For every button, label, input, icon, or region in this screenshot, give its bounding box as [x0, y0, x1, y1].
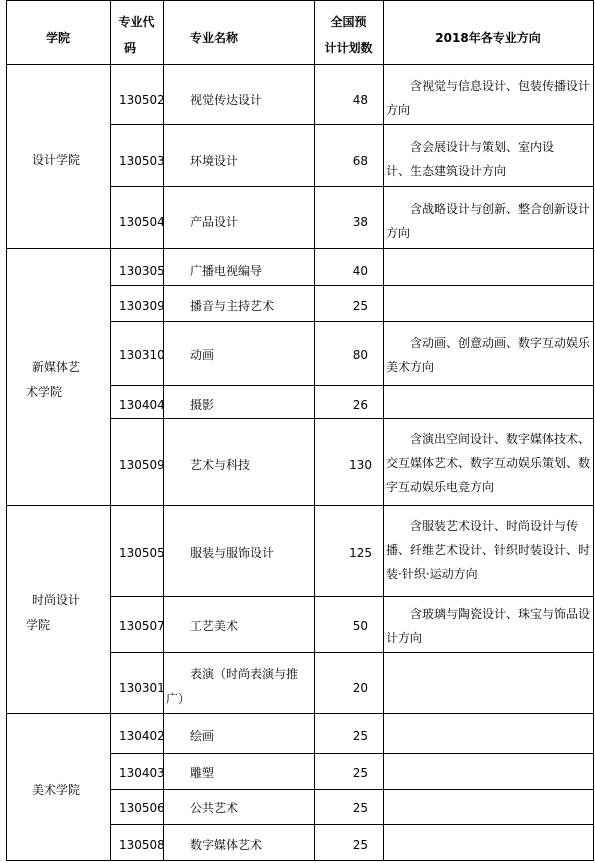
- major-code: 130305: [119, 264, 165, 278]
- header-plan-line2: 计计划数: [324, 41, 373, 55]
- major-plan: 130: [349, 458, 372, 472]
- border-header-bottom: [6, 64, 594, 65]
- major-plan: 48: [352, 93, 368, 107]
- major-plan: 125: [349, 546, 372, 560]
- major-name: 工艺美术: [190, 619, 239, 633]
- row-divider: [110, 385, 594, 386]
- major-code: 130301: [119, 681, 165, 695]
- row-divider: [110, 321, 594, 322]
- row-divider: [110, 186, 594, 187]
- row-divider: [110, 124, 594, 125]
- border-right: [593, 0, 594, 861]
- group-divider: [6, 505, 594, 506]
- major-plan: 20: [352, 681, 368, 695]
- header-code-line2: 码: [123, 41, 136, 55]
- major-name: 环境设计: [190, 154, 239, 168]
- major-code: 130507: [119, 619, 165, 633]
- major-direction: 含演出空间设计、数字媒体技术、交互媒体艺术、数字互动娱乐策划、数字互动娱乐电竞方向: [386, 432, 591, 494]
- college-name: 术学院: [26, 385, 63, 399]
- major-code: 130402: [119, 729, 165, 743]
- major-plan: 80: [352, 348, 368, 362]
- major-code: 130309: [119, 299, 165, 313]
- college-name: 设计学院: [32, 153, 81, 167]
- college-name: 美术学院: [32, 783, 81, 797]
- major-code: 130506: [119, 801, 165, 815]
- group-divider: [6, 248, 594, 249]
- major-name: 绘画: [190, 729, 215, 743]
- major-code: 130508: [119, 838, 165, 852]
- header-direction: 2018年各专业方向: [435, 31, 541, 45]
- college-name: 时尚设计: [32, 593, 81, 607]
- major-direction: 含战略设计与创新、整合创新设计方向: [386, 202, 591, 240]
- major-name: 播音与主持艺术: [190, 299, 275, 313]
- border-top: [6, 0, 594, 1]
- row-divider: [110, 652, 594, 653]
- major-name: 产品设计: [190, 215, 239, 229]
- major-plan: 25: [352, 801, 368, 815]
- major-code: 130509: [119, 458, 165, 472]
- row-divider: [110, 285, 594, 286]
- major-code: 130310: [119, 348, 165, 362]
- header-name: 专业名称: [190, 31, 239, 45]
- major-direction: 含服装艺术设计、时尚设计与传播、纤维艺术设计、针织时装设计、时装·针织·运动方向: [386, 519, 591, 581]
- major-direction: 含会展设计与策划、室内设计、生态建筑设计方向: [386, 140, 555, 178]
- row-divider: [110, 753, 594, 754]
- major-direction: 含视觉与信息设计、包装传播设计方向: [386, 79, 591, 117]
- major-direction: 含动画、创意动画、数字互动娱乐美术方向: [386, 336, 591, 374]
- major-name: 视觉传达设计: [190, 93, 263, 107]
- major-plan: 68: [352, 154, 368, 168]
- major-code: 130404: [119, 398, 165, 412]
- border-bottom: [6, 860, 594, 861]
- major-code: 130502: [119, 93, 165, 107]
- row-divider: [110, 418, 594, 419]
- col-divider-plan: [383, 0, 384, 861]
- col-divider-college: [110, 0, 111, 861]
- major-direction: 含玻璃与陶瓷设计、珠宝与饰品设计方向: [386, 607, 591, 645]
- major-plan: 25: [352, 838, 368, 852]
- major-code: 130504: [119, 215, 165, 229]
- major-name: 表演（时尚表演与推: [190, 667, 299, 681]
- header-code-line1: 专业代: [118, 15, 155, 29]
- major-name: 雕塑: [190, 766, 215, 780]
- row-divider: [110, 824, 594, 825]
- header-college: 学院: [45, 31, 70, 45]
- major-plan: 25: [352, 766, 368, 780]
- major-name: 数字媒体艺术: [190, 838, 263, 852]
- row-divider: [110, 596, 594, 597]
- group-divider: [6, 713, 594, 714]
- major-plan: 38: [352, 215, 368, 229]
- major-name: 艺术与科技: [190, 458, 251, 472]
- major-name: 公共艺术: [190, 801, 239, 815]
- border-left: [6, 0, 7, 861]
- major-plan: 25: [352, 729, 368, 743]
- major-name: 广）: [166, 692, 191, 706]
- major-name: 服装与服饰设计: [190, 546, 275, 560]
- major-plan: 40: [352, 264, 368, 278]
- major-name: 动画: [190, 348, 215, 362]
- major-code: 130403: [119, 766, 165, 780]
- major-code: 130503: [119, 154, 165, 168]
- major-code: 130505: [119, 546, 165, 560]
- major-plan: 50: [352, 619, 368, 633]
- header-plan-line1: 全国预: [330, 15, 367, 29]
- major-name: 广播电视编导: [190, 264, 263, 278]
- college-name: 学院: [26, 618, 51, 632]
- college-name: 新媒体艺: [32, 360, 81, 374]
- major-name: 摄影: [190, 398, 215, 412]
- major-plan: 25: [352, 299, 368, 313]
- row-divider: [110, 789, 594, 790]
- major-plan: 26: [352, 398, 368, 412]
